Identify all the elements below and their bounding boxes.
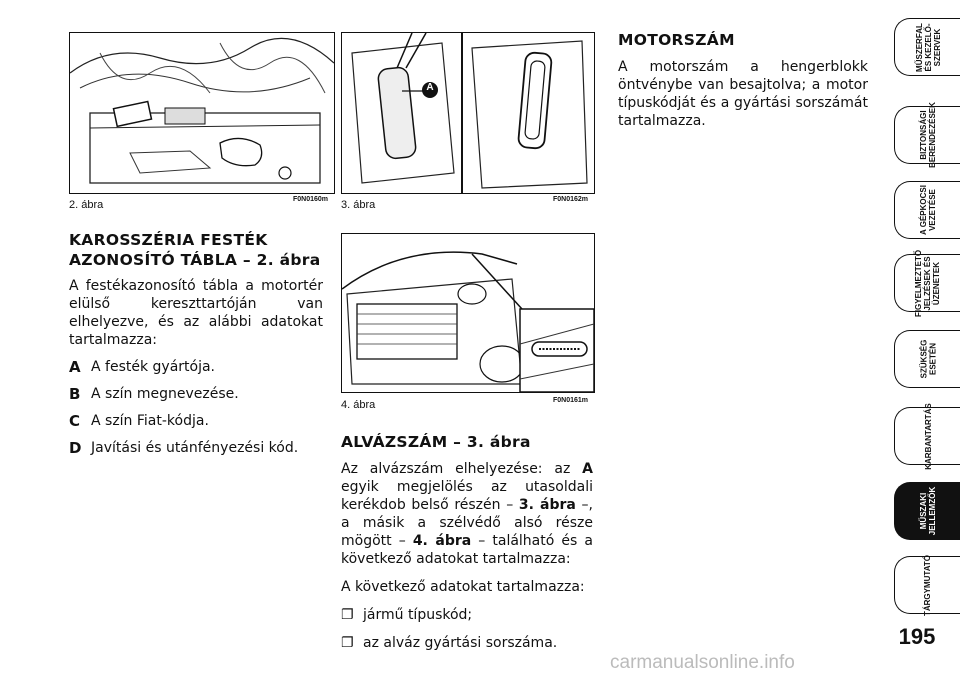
figure-4-windshield <box>341 233 595 393</box>
chassis-data-bullet <box>341 606 593 624</box>
paint-plate-item <box>69 412 323 430</box>
item-text: A szín megnevezése. <box>91 386 239 402</box>
bullet-text: az alváz gyártási sorszáma. <box>363 635 558 651</box>
page-number: 195 <box>898 624 936 649</box>
engine-number-text: A motorszám a hengerblokk öntvénybe van besajtolva; a motor típuskódját és a gyártási sorszámát tartalmazza. <box>618 59 868 129</box>
item-letter: B <box>69 385 81 403</box>
paint-plate-title-line2: AZONOSÍTÓ TÁBLA – 2. ábra <box>69 251 321 269</box>
chapter-tab-2[interactable] <box>894 102 960 168</box>
middle-column <box>341 432 593 652</box>
figure-2-engine-bay <box>69 32 335 194</box>
chapter-tab-label: MŰSZERFAL ÉS KEZELŐ- SZERVEK <box>914 22 942 72</box>
chapter-tab-label: A GÉPKOCSI VEZETÉSE <box>919 185 937 235</box>
paint-plate-intro: A festékazonosító tábla a motortér elülső kereszttartóján van elhelyezve, és az alábbi adatokat tartalmazza: <box>69 278 323 348</box>
chassis-data-intro: A következő adatokat tartalmazza: <box>341 579 585 595</box>
item-letter: C <box>69 412 81 430</box>
chapter-tab-4[interactable] <box>894 249 960 317</box>
figure-3-code: F0N0162m <box>553 196 589 203</box>
chassis-data-bullet <box>341 634 593 652</box>
paint-plate-item <box>69 439 323 457</box>
right-column <box>618 30 868 130</box>
chapter-tab-label: MŰSZAKI JELLEMZŐK <box>918 486 937 536</box>
chapter-tab-5[interactable] <box>894 330 960 388</box>
chapter-tab-8[interactable] <box>894 556 960 614</box>
paint-plate-item <box>69 358 323 376</box>
item-letter: D <box>69 439 82 457</box>
chapter-tab-label: FIGYELMEZTETŐ JELZÉSEK ÉS ÜZENETEK <box>914 249 942 317</box>
chapter-tab-label: SZÜKSÉG ESETÉN <box>918 339 937 379</box>
figure-4-code: F0N0161m <box>553 397 589 404</box>
chapter-tab-label: TÁRGYMUTATÓ <box>923 554 933 616</box>
marker-a-label: A <box>426 82 434 93</box>
figure-3-caption: 3. ábra <box>341 199 376 211</box>
figure-3-wheel-arch <box>341 32 595 194</box>
chassis-number-title: ALVÁZSZÁM – 3. ábra <box>341 433 531 451</box>
bullet-text: jármű típuskód; <box>363 607 473 623</box>
chapter-tab-7[interactable] <box>894 482 960 540</box>
figure-4-caption: 4. ábra <box>341 399 376 411</box>
chapter-tab-label: BIZTONSÁGI BERENDEZÉSEK <box>918 102 937 168</box>
item-text: A festék gyártója. <box>91 359 216 375</box>
paint-plate-item <box>69 385 323 403</box>
item-text: A szín Fiat-kódja. <box>91 413 209 429</box>
chapter-tab-6[interactable] <box>894 402 960 470</box>
figure-2-caption: 2. ábra <box>69 199 104 211</box>
item-text: Javítási és utánfényezési kód. <box>91 440 299 456</box>
paint-plate-title-line1: KAROSSZÉRIA FESTÉK <box>69 231 268 249</box>
chapter-tab-3[interactable] <box>894 181 960 239</box>
watermark: carmanualsonline.info <box>610 652 795 673</box>
chapter-tab-label: KARBANTARTÁS <box>923 402 933 470</box>
checkbox-bullet-icon: ❐ <box>341 607 354 623</box>
left-column <box>69 230 323 457</box>
chassis-number-text: Az alvázszám elhelyezése: az A egyik megjelölés az utasoldali kerékdob belső részén – 3. ábra –, a másik a szélvédő alsó része mögött – 4. ábra – található és a következő adatokat tartalmazza: <box>341 461 593 567</box>
item-letter: A <box>69 358 81 376</box>
chapter-tab-1[interactable] <box>894 18 960 76</box>
figure-2-code: F0N0160m <box>293 196 329 203</box>
checkbox-bullet-icon: ❐ <box>341 635 354 651</box>
engine-number-title: MOTORSZÁM <box>618 31 735 49</box>
